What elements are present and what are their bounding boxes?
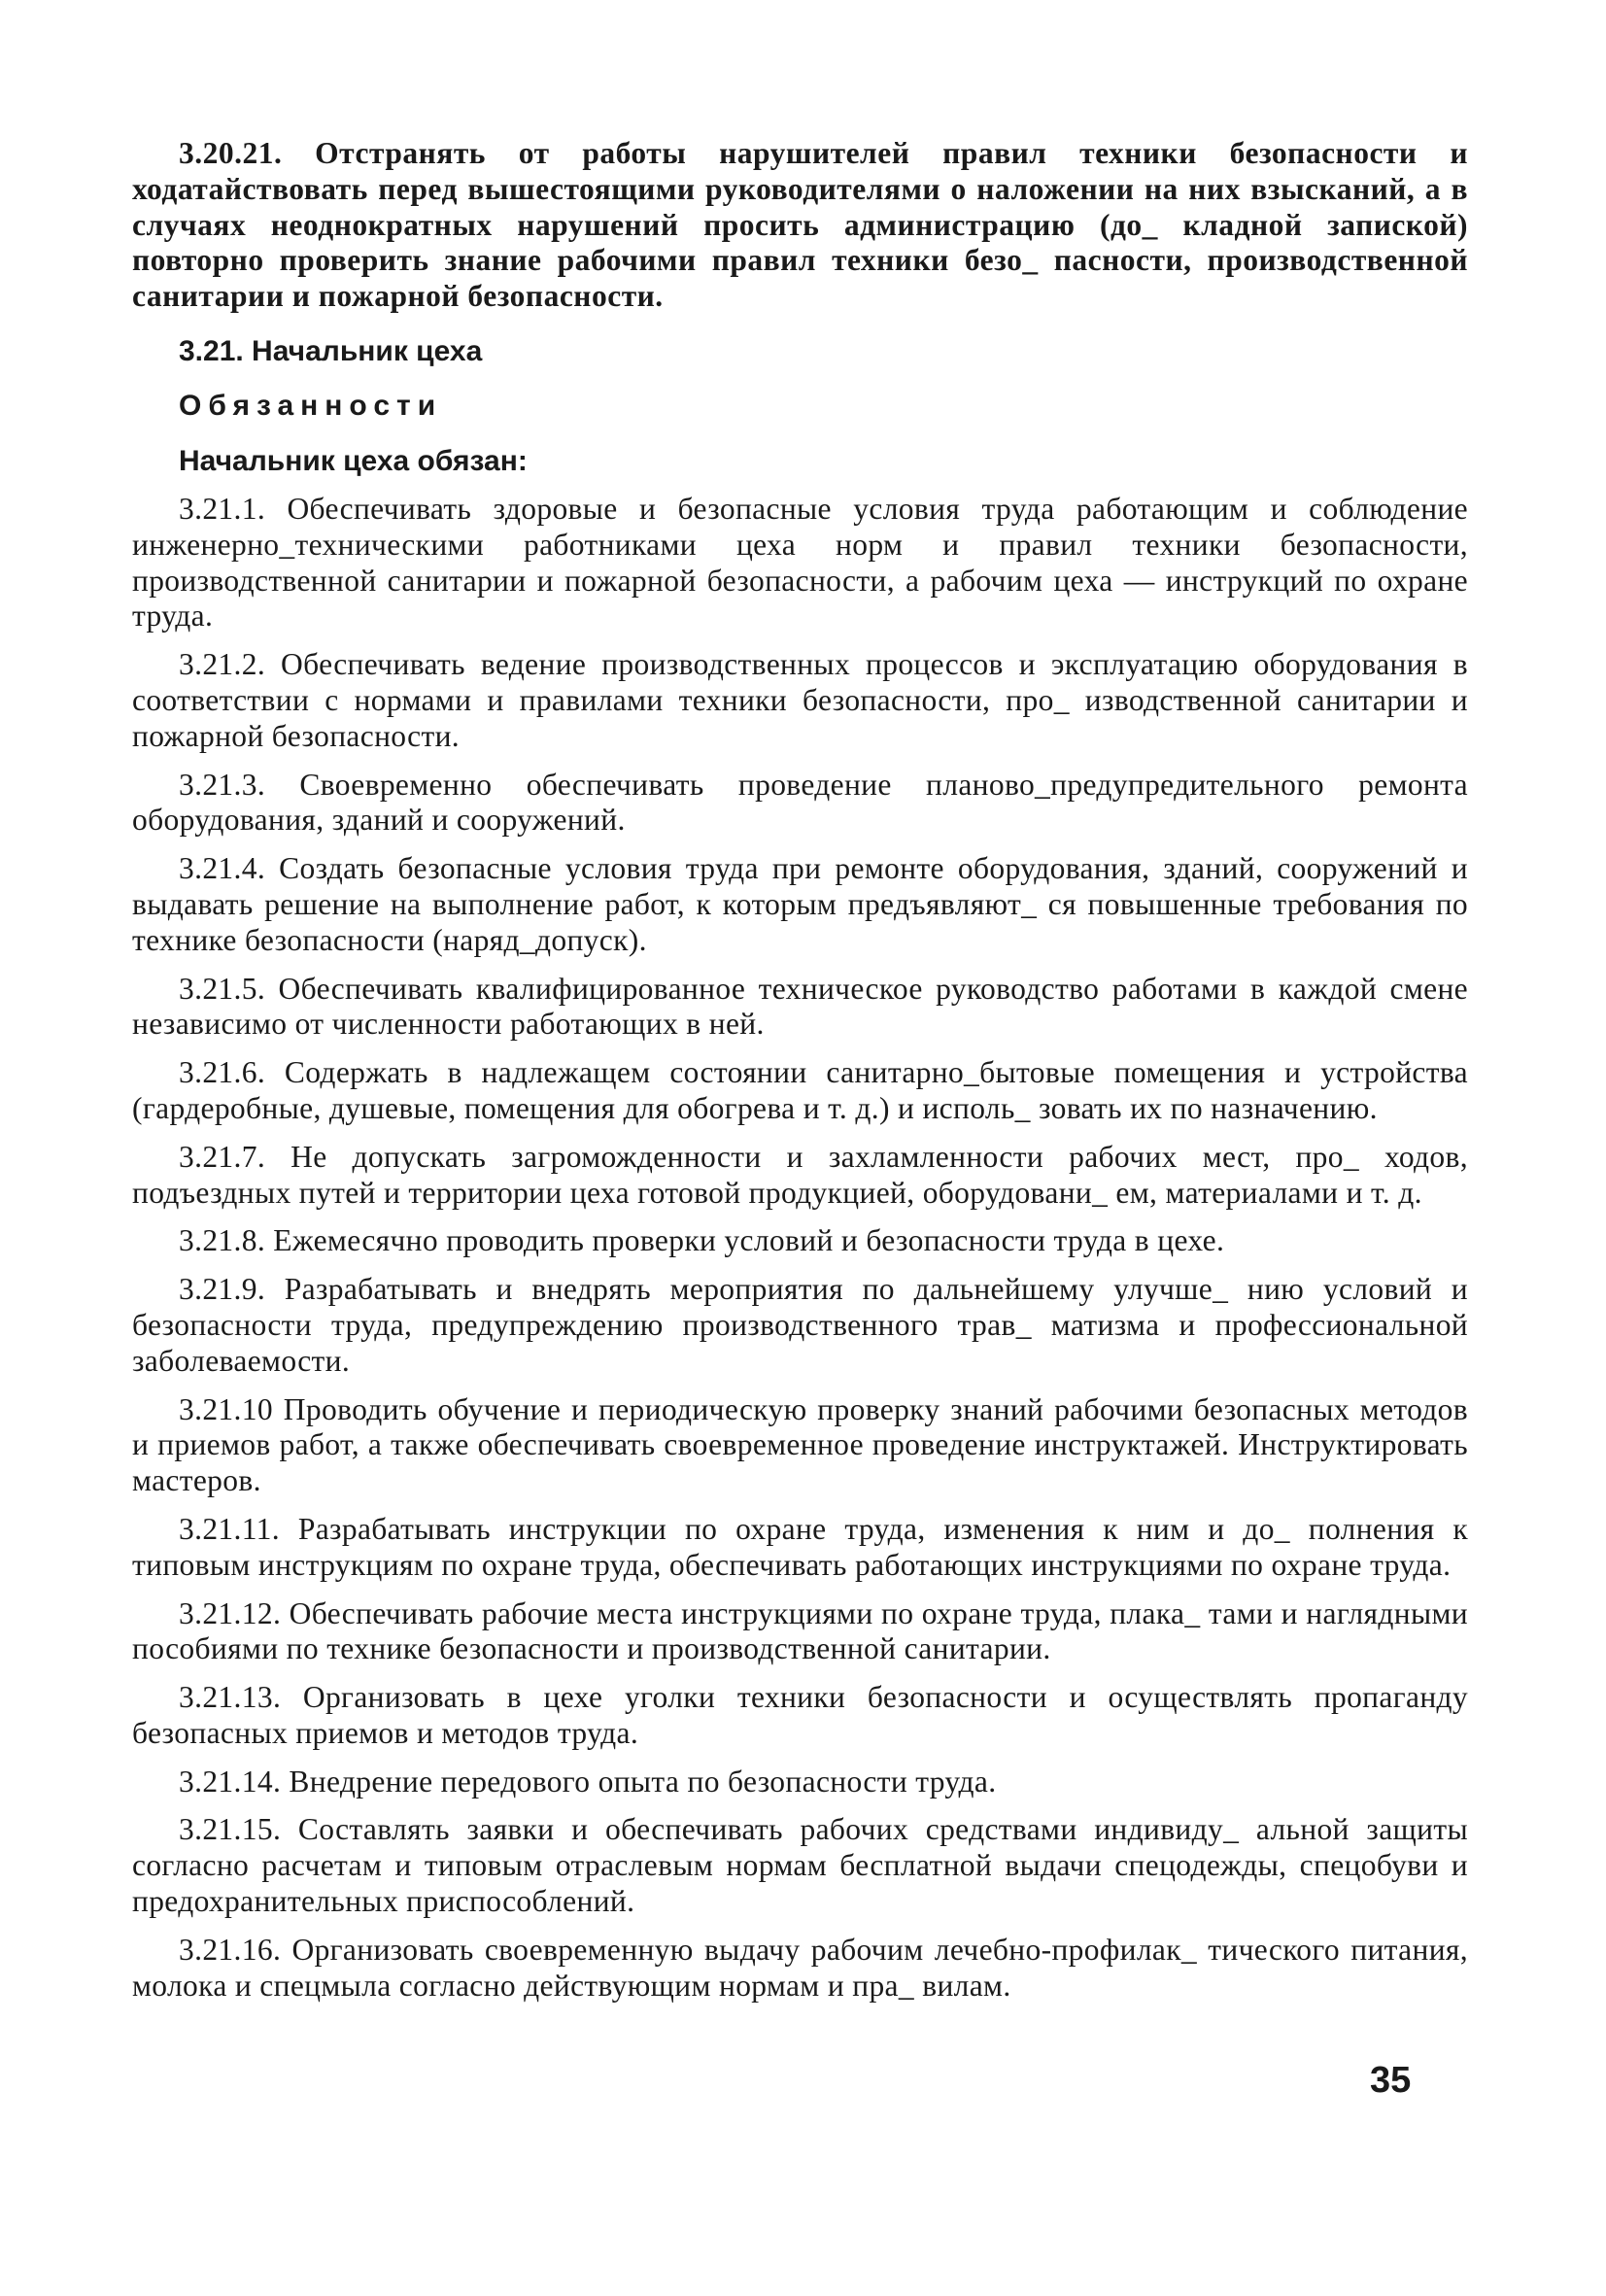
page-body bbox=[132, 136, 1468, 2016]
paragraph: 3.21.12. Обеспечивать рабочие места инструкциями по охране труда, плака_ тами и наглядными пособиями по технике безопасности и производственной санитарии. bbox=[132, 1595, 1468, 1666]
section-lead: Начальник цеха обязан: bbox=[179, 444, 528, 477]
paragraph: 3.21.9. Разрабатывать и внедрять мероприятия по дальнейшему улучше_ нию условий и безопасности труда, предупреждению производственного трав_ матизма и профессиональной заболеваемости. bbox=[132, 1272, 1468, 1378]
paragraph: 3.21.11. Разрабатывать инструкции по охране труда, изменения к ним и до_ полнения к типовым инструкциям по охране труда, обеспечивать работающих инструкциями по охране труда. bbox=[132, 1511, 1468, 1582]
paragraph: 3.21.1. Обеспечивать здоровые и безопасные условия труда работающим и соблюдение инженерно_техническими работниками цеха норм и правил техники безопасности, производственной санитарии и пожарной безопасности, а рабочим цеха — инструкций по охране труда. bbox=[132, 491, 1468, 634]
paragraph: 3.21.16. Организовать своевременную выдачу рабочим лечебно-профилак_ тического питания, молока и спецмыла согласно действующим нормам и пра_ вилам. bbox=[132, 1932, 1468, 2003]
paragraph: 3.21.2. Обеспечивать ведение производственных процессов и эксплуатацию оборудования в соответствии с нормами и правилами техники безопасности, про_ изводственной санитарии и пожарной безопасности. bbox=[132, 647, 1468, 753]
paragraph: 3.21.15. Составлять заявки и обеспечивать рабочих средствами индивиду_ альной защиты согласно расчетам и типовым отраслевым нормам бесплатной выдачи спецодежды, спецобуви и предохранительных приспособлений. bbox=[132, 1812, 1468, 1919]
paragraph: 3.21.14. Внедрение передового опыта по безопасности труда. bbox=[179, 1764, 997, 1799]
paragraph: 3.21.13. Организовать в цехе уголки техники безопасности и осуществлять пропаганду безопасных приемов и методов труда. bbox=[132, 1680, 1468, 1750]
paragraph: 3.21.6. Содержать в надлежащем состоянии санитарно_бытовые помещения и устройства (гардеробные, душевые, помещения для обогрева и т. д.) и исполь_ зовать их по назначению. bbox=[132, 1055, 1468, 1125]
paragraph: 3.21.10 Проводить обучение и периодическую проверку знаний рабочими безопасных методов и приемов работ, а также обеспечивать своевременное проведение инструктажей. Инструктировать мастеров. bbox=[132, 1391, 1468, 1498]
paragraph-3-20-21: 3.20.21. Отстранять от работы нарушителей правил техники безопасности и ходатайствовать перед вышестоящими руководителями о наложении на них взысканий, а в случаях неоднократных нарушений просить администрацию (до_ кладной запиской) повторно проверить знание рабочими правил техники безо_ пасности, производственной санитарии и пожарной безопасности. bbox=[132, 136, 1468, 314]
paragraph: 3.21.7. Не допускать загроможденности и захламленности рабочих мест, про_ ходов, подъездных путей и территории цеха готовой продукцией, оборудовани_ ем, материалами и т. д. bbox=[132, 1139, 1468, 1210]
section-subtitle: Обязанности bbox=[179, 389, 443, 422]
paragraph: 3.21.8. Ежемесячно проводить проверки условий и безопасности труда в цехе. bbox=[179, 1223, 1225, 1258]
paragraph: 3.21.5. Обеспечивать квалифицированное техническое руководство работами в каждой смене независимо от численности работающих в ней. bbox=[132, 971, 1468, 1042]
paragraph: 3.21.4. Создать безопасные условия труда при ремонте оборудования, зданий, сооружений и выдавать решение на выполнение работ, к которым предъявляют_ ся повышенные требования по технике безопасности (наряд_допуск). bbox=[132, 851, 1468, 957]
paragraph: 3.21.3. Своевременно обеспечивать проведение планово_предупредительного ремонта оборудования, зданий и сооружений. bbox=[132, 767, 1468, 838]
section-title: 3.21. Начальник цеха bbox=[179, 334, 483, 367]
page-number: 35 bbox=[1370, 2060, 1412, 2101]
